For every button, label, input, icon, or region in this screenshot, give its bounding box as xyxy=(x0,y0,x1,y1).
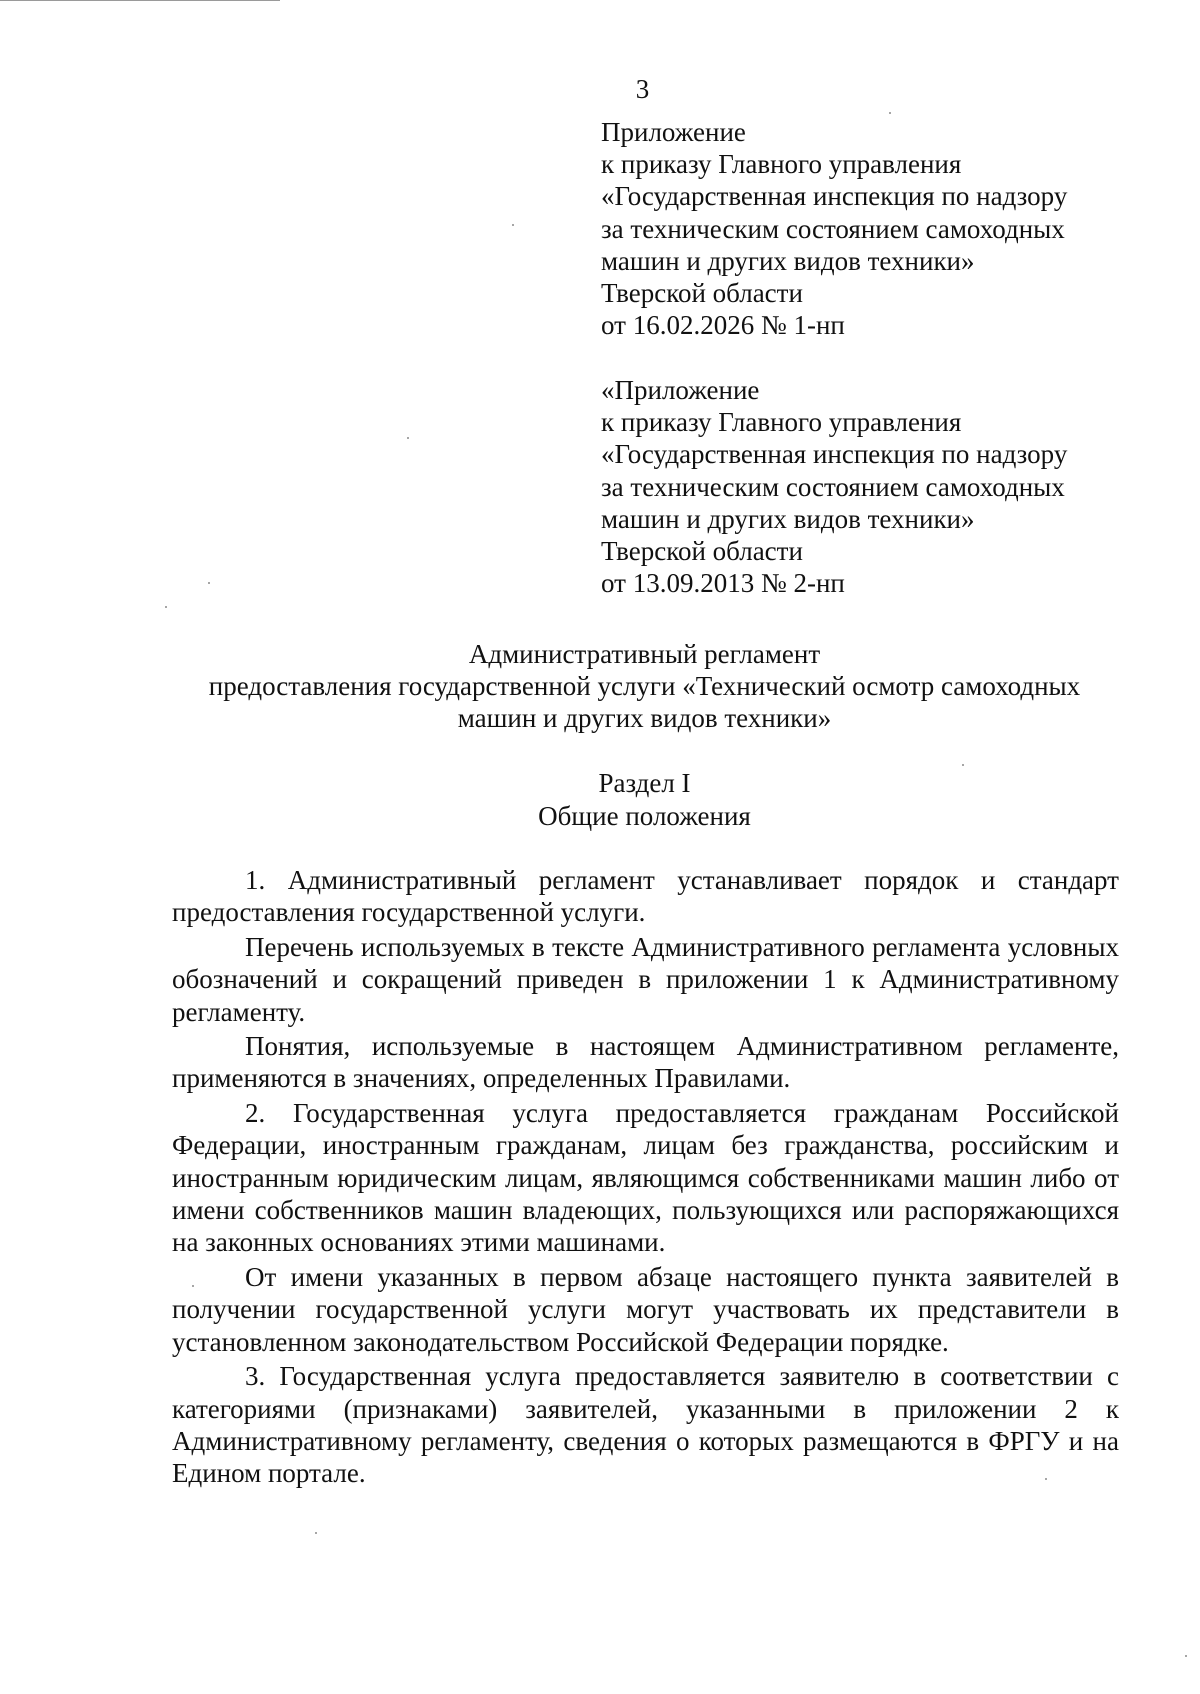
scan-speck xyxy=(315,1532,317,1534)
scan-speck xyxy=(208,582,210,584)
title-line: машин и других видов техники» xyxy=(457,703,832,733)
scan-speck xyxy=(1045,1478,1047,1480)
scan-speck xyxy=(512,224,514,226)
scan-edge-line xyxy=(0,0,280,1)
paragraph: 2. Государственная услуга предоставляется гражданам Российской Федерации, иностранным гражданам, лицам без гражданства, российским и иностранным юридическим лицам, являющимся собственниками машин либо от имени собственников машин владеющих, пользующихся или распоряжающихся на законных основаниях этими машинами. xyxy=(172,1097,1119,1258)
annex-line: машин и других видов техники» xyxy=(601,245,975,276)
annex-date-line: от 13.09.2013 № 2-нп xyxy=(601,568,845,599)
annex-date-line: от 16.02.2026 № 1-нп xyxy=(601,310,845,341)
paragraph: От имени указанных в первом абзаце настоящего пункта заявителей в получении государственной услуги могут участвовать их представители в установленном законодательством Российской Федерации порядке. xyxy=(172,1261,1119,1357)
section-name: Общие положения xyxy=(538,801,751,831)
title-line: Административный регламент xyxy=(468,639,821,669)
section-heading xyxy=(172,767,1117,833)
annex-line: Приложение xyxy=(601,117,746,147)
annex-line: к приказу Главного управления xyxy=(601,407,962,438)
scan-speck xyxy=(889,112,891,114)
scan-speck xyxy=(407,437,409,439)
page-number: 3 xyxy=(635,74,650,104)
scan-speck xyxy=(165,606,167,608)
section-number: Раздел I xyxy=(598,768,691,798)
paragraph: 3. Государственная услуга предоставляется заявителю в соответствии с категориями (признаками) заявителей, указанными в приложении 2 к Административному регламенту, сведения о которых размещаются в ФРГУ и на Едином портале. xyxy=(172,1361,1119,1489)
annex-line: «Государственная инспекция по надзору xyxy=(601,439,1068,470)
annex-line: Тверской области xyxy=(601,278,803,309)
document-title xyxy=(172,638,1117,734)
scan-speck xyxy=(192,1285,194,1287)
title-line: предоставления государственной услуги «Технический осмотр самоходных xyxy=(208,671,1081,701)
annex-header-original xyxy=(601,374,1161,599)
annex-header-current xyxy=(601,116,1161,341)
paragraph: 1. Административный регламент устанавливает порядок и стандарт предоставления государственной услуги. xyxy=(172,865,1119,928)
annex-line: «Государственная инспекция по надзору xyxy=(601,181,1068,212)
paragraph: Перечень используемых в тексте Административного регламента условных обозначений и сокращений приведен в приложении 1 к Административному регламенту. xyxy=(172,931,1119,1027)
scan-speck xyxy=(962,764,964,766)
annex-line: за техническим состоянием самоходных xyxy=(601,471,1065,502)
annex-line: Тверской области xyxy=(601,536,803,567)
annex-line: «Приложение xyxy=(601,375,760,405)
scan-speck xyxy=(1185,1655,1187,1657)
paragraph: Понятия, используемые в настоящем Административном регламенте, применяются в значениях, определенных Правилами. xyxy=(172,1031,1119,1094)
annex-line: за техническим состоянием самоходных xyxy=(601,213,1065,244)
body-text xyxy=(172,864,1119,1492)
annex-line: к приказу Главного управления xyxy=(601,149,962,180)
annex-line: машин и других видов техники» xyxy=(601,503,975,534)
